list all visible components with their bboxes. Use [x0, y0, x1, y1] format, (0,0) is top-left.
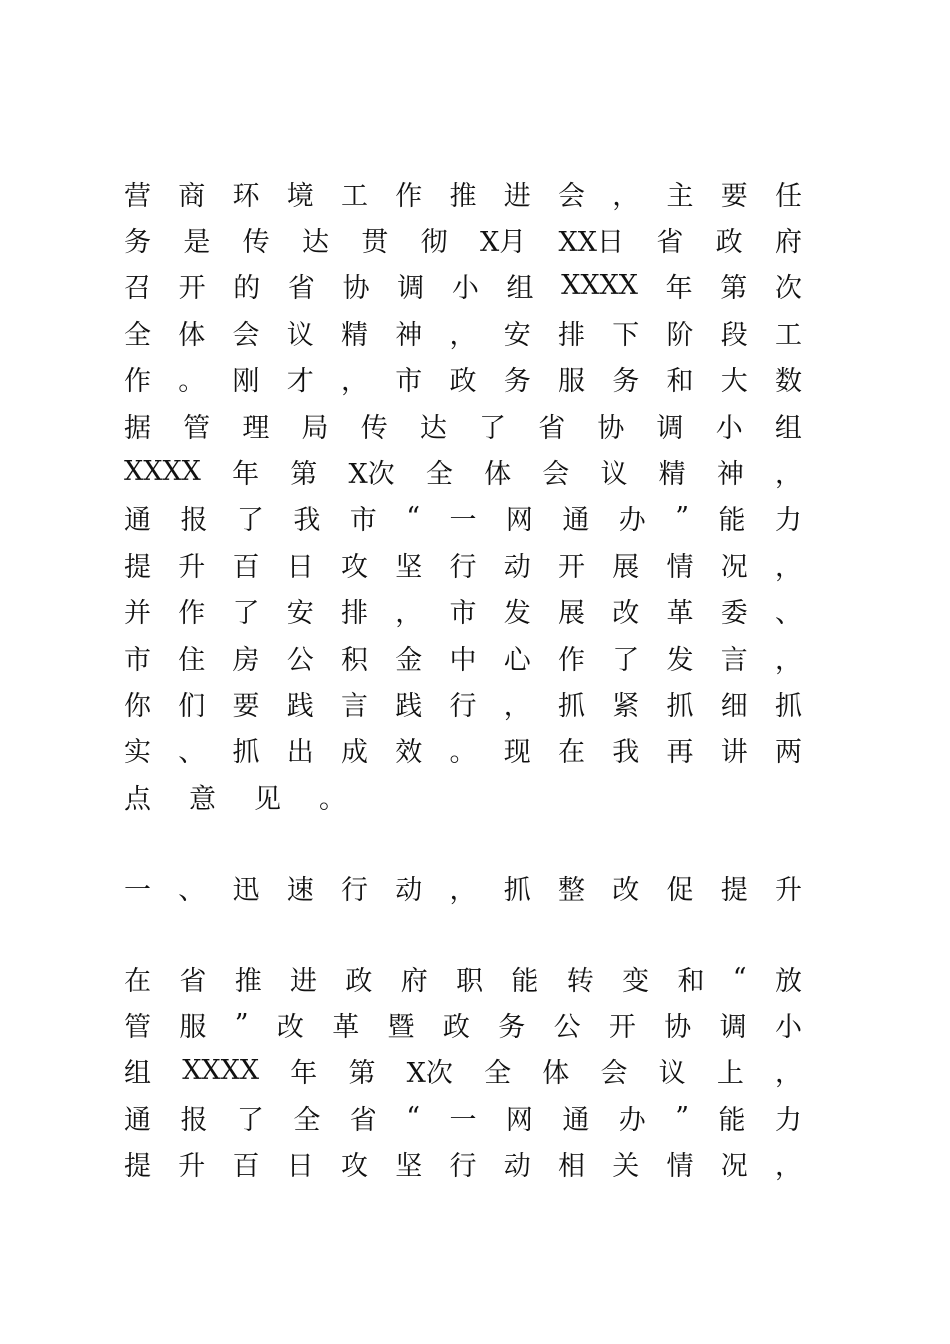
text-token: 议 — [286, 319, 314, 351]
text-token: 是 — [183, 227, 211, 259]
text-token: 情 — [666, 1151, 694, 1183]
text-token: 办 — [618, 505, 646, 537]
text-line — [124, 955, 802, 1001]
text-token: 并 — [124, 598, 151, 630]
text-token: 阶 — [666, 319, 694, 351]
text-token: 行 — [341, 874, 368, 906]
text-token: 相 — [558, 1151, 585, 1183]
text-token: 神 — [716, 459, 744, 491]
text-token: 转 — [566, 965, 594, 997]
text-token: 会 — [542, 459, 570, 491]
text-token: 协 — [597, 412, 625, 444]
text-token: 达 — [419, 412, 447, 444]
text-token: 政 — [442, 1012, 470, 1044]
text-token: 改 — [612, 874, 640, 906]
text-token: ” — [234, 1009, 249, 1041]
text-token: 服 — [179, 1012, 207, 1044]
text-token: 调 — [656, 412, 684, 444]
text-token: 在 — [124, 965, 151, 997]
text-token: “ — [732, 962, 747, 994]
text-token: 力 — [774, 1104, 802, 1136]
text-token: 政 — [345, 965, 373, 997]
text-token: 再 — [666, 737, 694, 769]
text-token: 精 — [658, 459, 686, 491]
text-line — [124, 309, 802, 355]
text-token: 公 — [553, 1012, 581, 1044]
text-token: 营 — [124, 180, 151, 212]
text-token: 改 — [612, 598, 640, 630]
text-token: 年 — [290, 1058, 318, 1090]
text-token: 促 — [666, 874, 694, 906]
text-token: 达 — [301, 227, 329, 259]
text-token: 通 — [124, 505, 151, 537]
text-line — [124, 356, 802, 402]
text-token: 升 — [178, 551, 206, 583]
text-token: 组 — [774, 412, 802, 444]
text-line — [124, 216, 802, 262]
text-token: 第 — [348, 1058, 376, 1090]
text-token: 务 — [124, 227, 151, 259]
text-token: 。 — [449, 737, 477, 769]
text-token: 一 — [124, 874, 151, 906]
text-token: 省 — [656, 227, 684, 259]
text-token: 行 — [449, 551, 477, 583]
text-token: 传 — [360, 412, 388, 444]
text-token: 革 — [666, 598, 694, 630]
text-token: 见 — [254, 783, 281, 815]
text-token: ， — [449, 319, 477, 351]
text-token: 发 — [666, 644, 694, 676]
text-token: 行 — [449, 690, 477, 722]
text-token: 了 — [236, 505, 264, 537]
body-paragraph-1 — [124, 170, 802, 819]
text-token: 网 — [505, 505, 533, 537]
text-token: XX日 — [558, 227, 624, 259]
text-token: 务 — [503, 366, 531, 398]
text-token: 数 — [775, 366, 802, 398]
text-token: 排 — [558, 319, 585, 351]
text-token: 年 — [665, 273, 693, 305]
text-token: 省 — [179, 965, 207, 997]
text-token: 变 — [622, 965, 650, 997]
text-token: ， — [775, 551, 802, 583]
text-token: 下 — [612, 319, 640, 351]
text-token: 要 — [720, 180, 748, 212]
text-token: ， — [341, 366, 368, 398]
text-token: “ — [406, 1101, 420, 1133]
text-token: 小 — [715, 412, 743, 444]
text-token: 开 — [558, 551, 585, 583]
text-token: 坚 — [395, 1151, 423, 1183]
text-token: 市 — [449, 598, 477, 630]
text-token: X月 — [479, 227, 527, 259]
text-token: 体 — [484, 459, 512, 491]
text-token: 在 — [558, 737, 585, 769]
text-token: 能 — [718, 505, 746, 537]
text-token: 组 — [124, 1058, 151, 1090]
text-token: 能 — [511, 965, 539, 997]
text-token: 我 — [612, 737, 640, 769]
text-token: 速 — [286, 874, 314, 906]
text-token: 暨 — [387, 1012, 415, 1044]
text-line — [124, 263, 802, 309]
text-token: 了 — [612, 644, 640, 676]
text-token: 日 — [286, 1151, 314, 1183]
text-token: X次 — [348, 459, 395, 491]
text-token: 传 — [242, 227, 270, 259]
text-token: 彻 — [420, 227, 448, 259]
text-token: 务 — [612, 366, 640, 398]
text-token: 升 — [178, 1151, 206, 1183]
text-token: 提 — [720, 874, 748, 906]
text-token: 段 — [720, 319, 748, 351]
text-token: 金 — [395, 644, 423, 676]
text-token: 了 — [232, 598, 260, 630]
text-token: 放 — [774, 965, 802, 997]
text-token: 一 — [449, 505, 477, 537]
text-token: 政 — [715, 227, 743, 259]
text-token: 安 — [503, 319, 531, 351]
text-token: 动 — [503, 551, 531, 583]
text-token: 协 — [342, 273, 370, 305]
text-token: 抓 — [666, 690, 694, 722]
text-token: 情 — [666, 551, 694, 583]
text-token: 言 — [341, 690, 368, 722]
text-token: 升 — [775, 874, 802, 906]
text-token: 通 — [562, 505, 590, 537]
text-token: XXXX — [124, 456, 201, 488]
text-line — [124, 727, 802, 773]
text-token: 攻 — [341, 1151, 368, 1183]
text-token: 会 — [600, 1058, 628, 1090]
text-token: 进 — [503, 180, 531, 212]
text-token: 推 — [449, 180, 477, 212]
text-token: 政 — [449, 366, 477, 398]
text-token: 抓 — [558, 690, 585, 722]
text-token: 意 — [189, 783, 216, 815]
text-line — [124, 773, 802, 819]
text-token: 日 — [286, 551, 314, 583]
text-token: 市 — [124, 644, 151, 676]
text-token: “ — [406, 502, 420, 534]
text-token: 、 — [178, 874, 206, 906]
text-token: 了 — [236, 1104, 264, 1136]
text-token: 紧 — [612, 690, 640, 722]
text-line — [124, 1048, 802, 1094]
text-token: 体 — [542, 1058, 570, 1090]
text-token: 刚 — [232, 366, 260, 398]
text-token: 。 — [178, 366, 206, 398]
text-token: 的 — [233, 273, 261, 305]
text-token: 言 — [720, 644, 748, 676]
text-token: 作 — [178, 598, 206, 630]
text-token: 效 — [395, 737, 423, 769]
text-token: 务 — [498, 1012, 526, 1044]
section-heading-1 — [124, 864, 802, 910]
text-line — [124, 402, 802, 448]
text-token: 小 — [774, 1012, 802, 1044]
text-token: 了 — [479, 412, 507, 444]
text-token: 点 — [124, 783, 151, 815]
text-token: 作 — [124, 366, 151, 398]
text-token: 全 — [484, 1058, 512, 1090]
text-token: ， — [449, 874, 477, 906]
text-token: 调 — [719, 1012, 747, 1044]
text-token: 府 — [774, 227, 802, 259]
text-token: 管 — [124, 1012, 151, 1044]
text-token: 省 — [349, 1104, 377, 1136]
text-token: 现 — [503, 737, 531, 769]
text-token: 据 — [124, 412, 151, 444]
text-token: 市 — [349, 505, 377, 537]
text-token: X次 — [406, 1058, 453, 1090]
text-token: 一 — [449, 1104, 477, 1136]
text-token: 通 — [562, 1104, 590, 1136]
text-token: 房 — [232, 644, 260, 676]
text-token: 作 — [558, 644, 585, 676]
text-line — [124, 1001, 802, 1047]
text-token: 心 — [503, 644, 531, 676]
text-token: 践 — [395, 690, 423, 722]
text-token: 和 — [666, 366, 694, 398]
text-token: 提 — [124, 1151, 151, 1183]
text-token: ， — [775, 1058, 802, 1090]
text-token: 市 — [395, 366, 423, 398]
text-token: 第 — [720, 273, 748, 305]
text-token: 展 — [612, 551, 640, 583]
text-line — [124, 588, 802, 634]
text-token: 你 — [124, 690, 151, 722]
text-token: 才 — [286, 366, 314, 398]
text-token: 环 — [232, 180, 260, 212]
text-token: 革 — [332, 1012, 360, 1044]
text-token: 召 — [124, 273, 151, 305]
text-token: 攻 — [341, 551, 368, 583]
text-token: 小 — [451, 273, 479, 305]
text-token: 开 — [178, 273, 206, 305]
text-token: 体 — [178, 319, 206, 351]
text-token: 开 — [608, 1012, 636, 1044]
text-token: 细 — [720, 690, 748, 722]
text-token: 作 — [395, 180, 423, 212]
text-token: 公 — [286, 644, 314, 676]
text-token: ” — [675, 1101, 689, 1133]
text-token: 境 — [286, 180, 314, 212]
text-token: 局 — [301, 412, 329, 444]
text-line — [124, 680, 802, 726]
text-token: ， — [395, 598, 423, 630]
text-token: 迅 — [232, 874, 260, 906]
text-token: 排 — [341, 598, 368, 630]
text-token: 主 — [666, 180, 694, 212]
text-token: 安 — [286, 598, 314, 630]
text-token: 委 — [720, 598, 748, 630]
text-token: 行 — [449, 1151, 477, 1183]
text-line — [124, 541, 802, 587]
text-token: 推 — [234, 965, 262, 997]
text-token: 神 — [395, 319, 423, 351]
text-token: 省 — [287, 273, 315, 305]
text-token: 大 — [720, 366, 748, 398]
text-token: 第 — [290, 459, 318, 491]
text-token: 百 — [232, 551, 260, 583]
text-token: 府 — [400, 965, 428, 997]
text-token: XXXX — [182, 1055, 260, 1087]
text-token: 出 — [286, 737, 314, 769]
text-token: 报 — [180, 1104, 208, 1136]
text-token: 次 — [774, 273, 802, 305]
text-token: 报 — [180, 505, 208, 537]
text-token: 进 — [290, 965, 318, 997]
text-line — [124, 1141, 802, 1187]
text-token: 工 — [775, 319, 802, 351]
text-token: 组 — [506, 273, 534, 305]
text-token: 两 — [775, 737, 802, 769]
text-token: 成 — [341, 737, 368, 769]
text-token: 精 — [341, 319, 368, 351]
text-token: 积 — [341, 644, 368, 676]
text-token: 力 — [774, 505, 802, 537]
text-token: 会 — [558, 180, 585, 212]
text-token: 管 — [183, 412, 211, 444]
text-token: 办 — [618, 1104, 646, 1136]
text-token: ， — [503, 690, 531, 722]
text-token: ， — [775, 1151, 802, 1183]
text-token: 通 — [124, 1104, 151, 1136]
text-line — [124, 1094, 802, 1140]
text-token: 讲 — [720, 737, 748, 769]
text-token: 关 — [612, 1151, 640, 1183]
text-token: 动 — [503, 1151, 531, 1183]
text-token: ” — [675, 502, 689, 534]
text-token: 况 — [720, 551, 748, 583]
text-line — [124, 634, 802, 680]
text-token: 议 — [600, 459, 628, 491]
text-token: 网 — [505, 1104, 533, 1136]
text-token: 改 — [276, 1012, 304, 1044]
text-token: 、 — [775, 598, 802, 630]
text-token: 工 — [341, 180, 368, 212]
text-token: 调 — [397, 273, 425, 305]
text-token: 商 — [178, 180, 206, 212]
text-token: 全 — [293, 1104, 321, 1136]
text-token: 抓 — [775, 690, 802, 722]
text-token: ， — [775, 459, 802, 491]
text-token: 坚 — [395, 551, 423, 583]
text-token: 年 — [232, 459, 260, 491]
body-paragraph-2 — [124, 955, 802, 1187]
text-line — [124, 448, 802, 494]
text-token: 抓 — [232, 737, 260, 769]
heading-line — [124, 864, 802, 910]
text-token: 议 — [658, 1058, 686, 1090]
text-token: ， — [775, 644, 802, 676]
text-token: 贯 — [361, 227, 389, 259]
text-token: 任 — [775, 180, 802, 212]
text-token: 整 — [558, 874, 585, 906]
text-token: 能 — [718, 1104, 746, 1136]
text-token: 和 — [677, 965, 705, 997]
text-token: 践 — [286, 690, 314, 722]
text-token: 上 — [716, 1058, 744, 1090]
text-token: 要 — [232, 690, 260, 722]
text-token: 会 — [232, 319, 260, 351]
text-token: 况 — [720, 1151, 748, 1183]
text-token: 抓 — [503, 874, 531, 906]
text-token: 全 — [124, 319, 151, 351]
text-token: 职 — [456, 965, 484, 997]
text-token: 、 — [178, 737, 206, 769]
text-token: 理 — [242, 412, 270, 444]
text-token: 协 — [664, 1012, 692, 1044]
text-token: 展 — [558, 598, 585, 630]
text-token: 省 — [538, 412, 566, 444]
text-token: 服 — [558, 366, 585, 398]
text-token: 。 — [319, 783, 346, 815]
text-token: ， — [612, 180, 640, 212]
text-token: 提 — [124, 551, 151, 583]
text-token: 动 — [395, 874, 423, 906]
text-token: 我 — [293, 505, 321, 537]
text-token: 们 — [178, 690, 206, 722]
text-token: 住 — [178, 644, 206, 676]
text-token: 发 — [503, 598, 531, 630]
text-token: 实 — [124, 737, 151, 769]
text-token: 百 — [232, 1151, 260, 1183]
text-token: XXXX — [561, 270, 639, 302]
text-line — [124, 170, 802, 216]
text-token: 中 — [449, 644, 477, 676]
text-line — [124, 495, 802, 541]
text-token: 全 — [425, 459, 453, 491]
